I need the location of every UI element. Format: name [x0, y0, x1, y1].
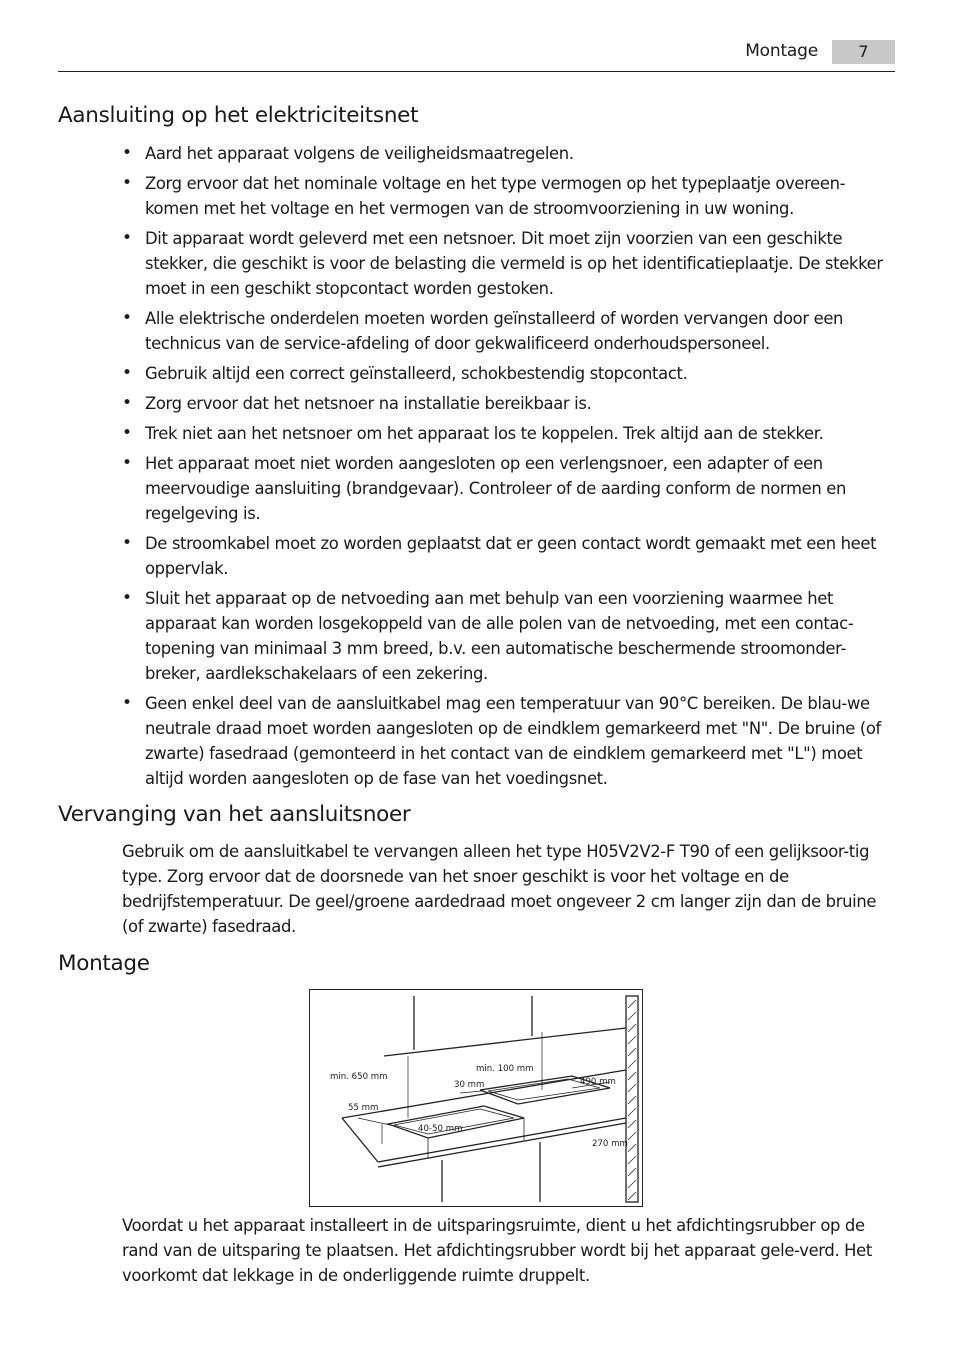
dim-label-270: 270 mm: [592, 1139, 628, 1149]
installation-diagram: [309, 989, 643, 1207]
montage-text: Voordat u het apparaat installeert in de uitsparingsruimte, dient u het afdichtingsrubber op de rand van de uitsparing te plaatsen. Het afdichtingsrubber wordt bij het apparaat gele-verd. Het voorkomt dat lekkage in de onderliggende ruimte druppelt.: [122, 1216, 872, 1285]
heading-electricity: Aansluiting op het elektriciteitsnet: [58, 103, 419, 128]
bullet-item: • Geen enkel deel van de aansluitkabel mag een temperatuur van 90°C bereiken. De blau-we neutrale draad moet worden aangesloten op de eindklem gemarkeerd met "N". De bruine (of zwarte) fasedraad (gemonteerd in het contact van de eindklem gemarkeerd met "L") moet altijd worden aangesloten op de fase van het voedingsnet.: [122, 691, 897, 791]
dim-label-40-50: 40-50 mm: [418, 1124, 463, 1134]
dim-label-min650: min. 650 mm: [330, 1072, 388, 1082]
dim-label-30: 30 mm: [454, 1080, 485, 1090]
bullet-item: • Aard het apparaat volgens de veiligheidsmaatregelen.: [122, 141, 897, 166]
bullet-item: • Dit apparaat wordt geleverd met een netsnoer. Dit moet zijn voorzien van een geschikte stekker, die geschikt is voor de belasting die vermeld is op het identificatieplaatje. De stekker moet in een geschikt stopcontact worden gestoken.: [122, 226, 897, 301]
dim-label-55: 55 mm: [348, 1103, 379, 1113]
bullet-item: • Sluit het apparaat op de netvoeding aan met behulp van een voorziening waarmee het apparaat kan worden losgekoppeld van de alle polen van de netvoeding, met een contac-topening van minimaal 3 mm breed, b.v. een automatische beschermende stroomonder-breker, aardlekschakelaars of een zekering.: [122, 586, 897, 686]
heading-cable-replacement: Vervanging van het aansluitsnoer: [58, 802, 411, 827]
bullet-item: • Zorg ervoor dat het netsnoer na installatie bereikbaar is.: [122, 391, 897, 416]
bullet-item: • Zorg ervoor dat het nominale voltage en het type vermogen op het typeplaatje overeen-komen met het voltage en het vermogen van de stroomvoorziening in uw woning.: [122, 171, 897, 221]
bullet-item: • Trek niet aan het netsnoer om het apparaat los te koppelen. Trek altijd aan de stekker.: [122, 421, 897, 446]
dim-label-min100: min. 100 mm: [476, 1064, 534, 1074]
electricity-bullet-list: [122, 141, 897, 796]
header-section-title: Montage: [745, 41, 818, 61]
bullet-item: • De stroomkabel moet zo worden geplaatst dat er geen contact wordt gemaakt met een heet oppervlak.: [122, 531, 897, 581]
dim-label-490: 490 mm: [580, 1077, 616, 1087]
page-number: 7: [832, 40, 895, 64]
bullet-item: • Alle elektrische onderdelen moeten worden geïnstalleerd of worden vervangen door een technicus van de service-afdeling of door gekwalificeerd onderhoudspersoneel.: [122, 306, 897, 356]
bullet-item: • Het apparaat moet niet worden aangesloten op een verlengsnoer, een adapter of een meervoudige aansluiting (brandgevaar). Controleer of de aarding conform de normen en regelgeving is.: [122, 451, 897, 526]
heading-montage: Montage: [58, 951, 150, 976]
installation-drawing: [310, 990, 644, 1208]
bullet-item: • Gebruik altijd een correct geïnstalleerd, schokbestendig stopcontact.: [122, 361, 897, 386]
cable-replacement-text: Gebruik om de aansluitkabel te vervangen alleen het type H05V2V2-F T90 of een gelijksoor-tig type. Zorg ervoor dat de doorsnede van het snoer geschikt is voor het voltage en de bedrijfstemperatuur. De geel/groene aardedraad moet ongeveer 2 cm langer zijn dan de bruine (of zwarte) fasedraad.: [122, 842, 877, 936]
page-header: [58, 38, 895, 72]
